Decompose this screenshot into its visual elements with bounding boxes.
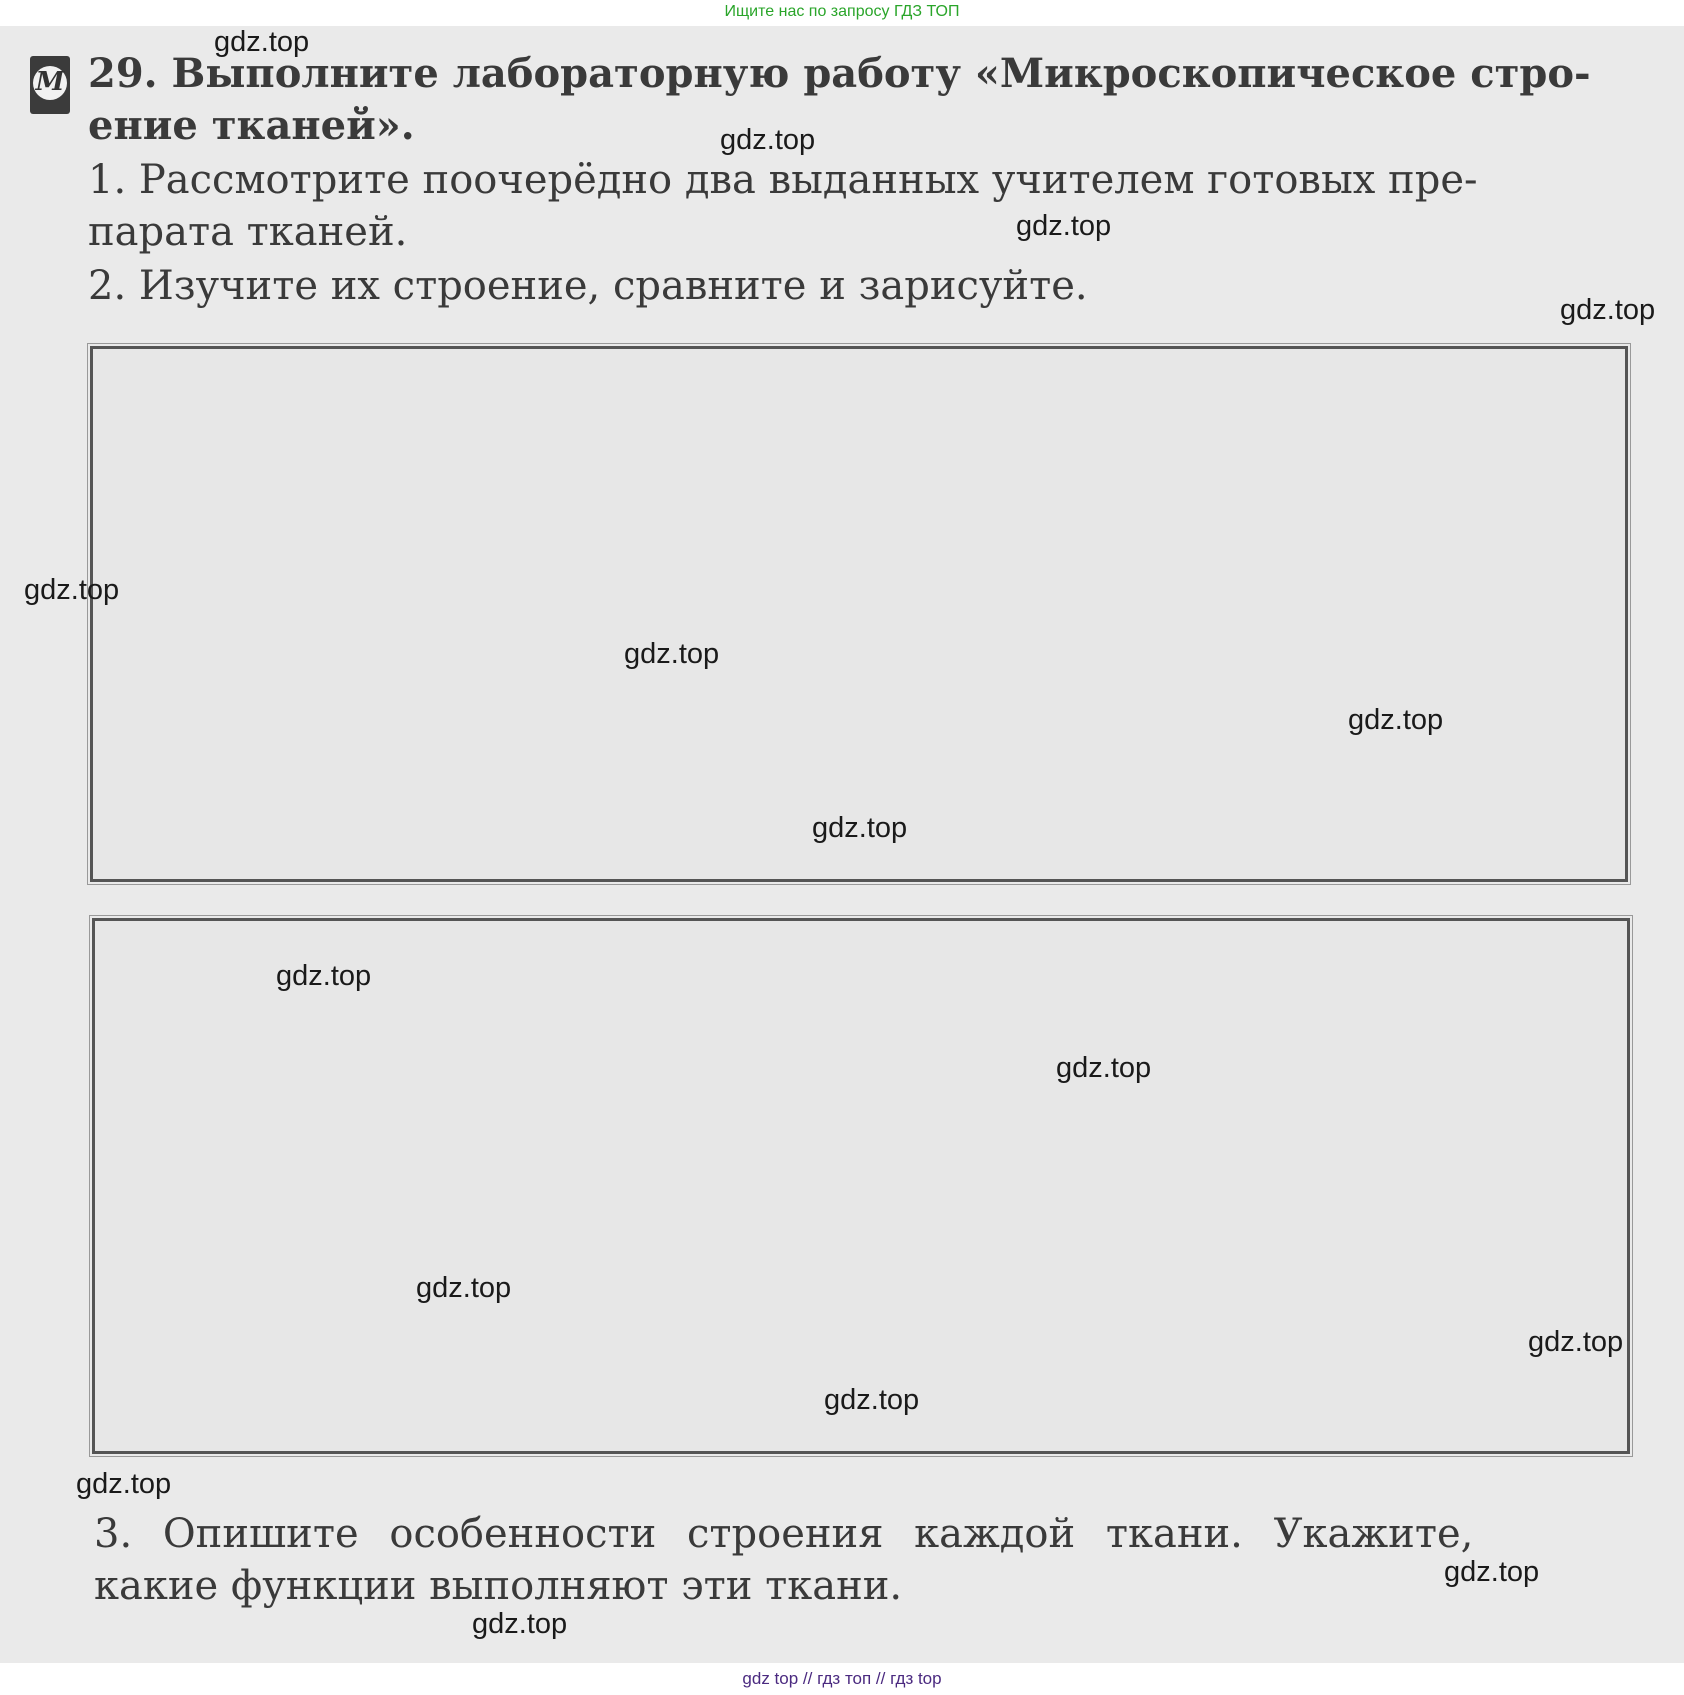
watermark: gdz.top [1444, 1556, 1540, 1588]
watermark: gdz.top [214, 26, 310, 58]
watermark: gdz.top [812, 812, 908, 844]
watermark: gdz.top [1348, 704, 1444, 736]
drawing-box-2[interactable] [92, 918, 1630, 1454]
watermark: gdz.top [1056, 1052, 1152, 1084]
footer-text: gdz top // гдз топ // гдз top [742, 1669, 942, 1688]
step-1-line-2: парата тканей. [88, 209, 408, 255]
watermark: gdz.top [624, 638, 720, 670]
method-badge [30, 56, 70, 114]
watermark: gdz.top [1016, 210, 1112, 242]
banner-text: Ищите нас по запросу ГДЗ ТОП [724, 3, 960, 20]
watermark: gdz.top [276, 960, 372, 992]
bottom-footer [0, 1663, 1684, 1695]
step-3-line-2: какие функции выполняют эти ткани. [94, 1563, 903, 1609]
task-title-line-2: ение тканей». [88, 102, 415, 149]
watermark: gdz.top [76, 1468, 172, 1500]
method-badge-letter: М [33, 66, 67, 100]
watermark: gdz.top [824, 1384, 920, 1416]
step-3-line-1: 3. Опишите особенности строения каждой ткани. Укажите, [94, 1511, 1474, 1557]
step-1-line-1: 1. Рассмотрите поочерёдно два выданных учителем готовых пре- [88, 157, 1478, 203]
drawing-box-1[interactable] [90, 346, 1628, 882]
watermark: gdz.top [416, 1272, 512, 1304]
task-title-line-1: 29. Выполните лабораторную работу «Микроскопическое стро- [88, 50, 1591, 97]
watermark: gdz.top [1528, 1326, 1624, 1358]
watermark: gdz.top [720, 124, 816, 156]
watermark: gdz.top [1560, 294, 1656, 326]
step-2: 2. Изучите их строение, сравните и зарисуйте. [88, 263, 1088, 309]
top-banner [0, 0, 1684, 26]
watermark: gdz.top [472, 1608, 568, 1640]
watermark: gdz.top [24, 574, 120, 606]
